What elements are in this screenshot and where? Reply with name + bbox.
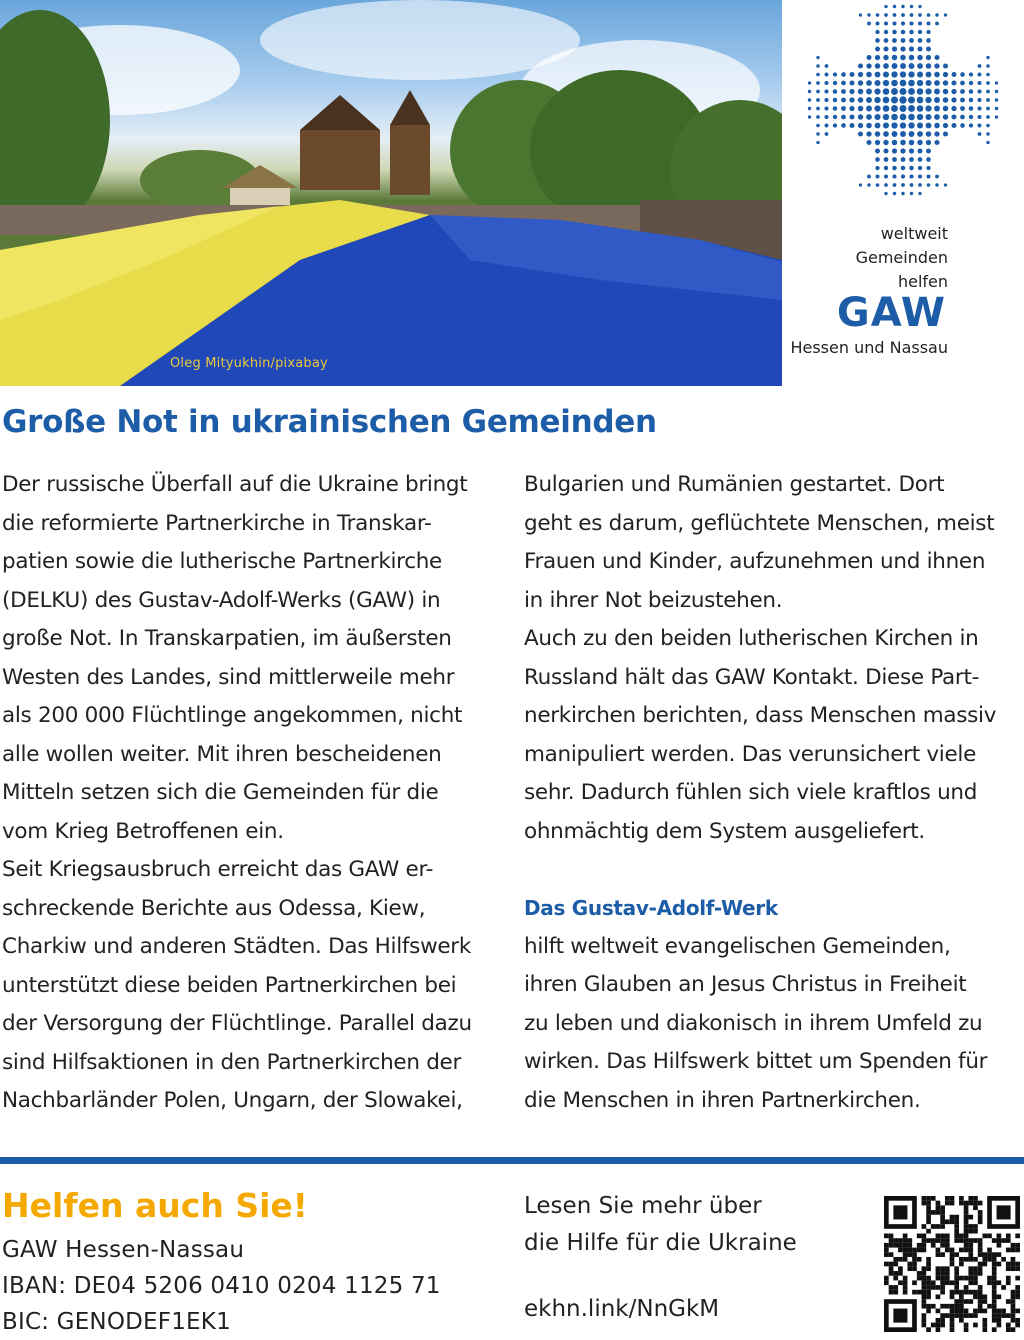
article-left-column bbox=[2, 466, 502, 1121]
left-line: patien sowie die lutherische Partnerkirche bbox=[2, 549, 442, 574]
logo-line-3: helfen bbox=[897, 272, 948, 291]
left-line: vom Krieg Betroffenen ein. bbox=[2, 818, 284, 844]
left-line: Der russische Überfall auf die Ukraine bringt bbox=[2, 472, 468, 497]
left-line: alle wollen weiter. Mit ihren bescheidenen bbox=[2, 741, 442, 767]
footer-divider bbox=[0, 1157, 1024, 1164]
read-more-line-2: die Hilfe für die Ukraine bbox=[524, 1230, 797, 1256]
gaw-dotted-cross-logo-icon bbox=[782, 0, 1024, 210]
sub-line: ihren Glauben an Jesus Christus in Freiheit bbox=[524, 972, 967, 997]
left-line: sind Hilfsaktionen in den Partnerkirchen der bbox=[2, 1049, 462, 1075]
article-right-column bbox=[524, 466, 1024, 1120]
bank-iban: IBAN: DE04 5206 0410 0204 1125 71 bbox=[2, 1273, 441, 1299]
bank-details bbox=[2, 1232, 441, 1340]
left-line: die reformierte Partnerkirche in Transkar- bbox=[2, 510, 432, 536]
article-title: Große Not in ukrainischen Gemeinden bbox=[2, 404, 657, 440]
right-line: Bulgarien und Rumänien gestartet. Dort bbox=[524, 472, 945, 497]
left-line: Mitteln setzen sich die Gemeinden für die bbox=[2, 780, 439, 805]
help-title: Helfen auch Sie! bbox=[2, 1186, 308, 1225]
logo-line-1: weltweit bbox=[880, 224, 948, 243]
left-line: Seit Kriegsausbruch erreicht das GAW er- bbox=[2, 857, 434, 882]
left-line: als 200 000 Flüchtlinge angekommen, nicht bbox=[2, 703, 463, 728]
gaw-logo bbox=[782, 0, 1024, 386]
left-line: Westen des Landes, sind mittlerweile mehr bbox=[2, 664, 455, 690]
left-line: große Not. In Transkarpatien, im äußersten bbox=[2, 626, 452, 651]
bank-bic: BIC: GENODEF1EK1 bbox=[2, 1309, 231, 1335]
sub-line: die Menschen in ihren Partnerkirchen. bbox=[524, 1087, 921, 1113]
right-line: Frauen und Kinder, aufzunehmen und ihnen bbox=[524, 549, 986, 574]
left-line: Charkiw und anderen Städten. Das Hilfswerk bbox=[2, 934, 471, 959]
right-line: geht es darum, geflüchtete Menschen, meist bbox=[524, 510, 995, 536]
hero-photo bbox=[0, 0, 782, 386]
left-line: (DELKU) des Gustav-Adolf-Werks (GAW) in bbox=[2, 587, 441, 613]
left-line: Nachbarländer Polen, Ungarn, der Slowakei, bbox=[2, 1088, 463, 1113]
right-line: Auch zu den beiden lutherischen Kirchen in bbox=[524, 626, 979, 651]
right-line: manipuliert werden. Das verunsichert viele bbox=[524, 741, 977, 767]
right-line: nerkirchen berichten, dass Menschen massiv bbox=[524, 703, 997, 728]
left-line: schreckende Berichte aus Odessa, Kiew, bbox=[2, 895, 426, 921]
right-line: ohnmächtig dem System ausgeliefert. bbox=[524, 818, 925, 844]
bank-org: GAW Hessen-Nassau bbox=[2, 1237, 245, 1263]
logo-region: Hessen und Nassau bbox=[790, 338, 948, 357]
article-subheading: Das Gustav-Adolf-Werk bbox=[524, 896, 778, 920]
read-more-line-1: Lesen Sie mehr über bbox=[524, 1193, 762, 1219]
left-line: unterstützt diese beiden Partnerkirchen bei bbox=[2, 972, 457, 998]
read-more-link[interactable]: ekhn.link/NnGkM bbox=[524, 1296, 720, 1322]
photo-credit: Oleg Mityukhin/pixabay bbox=[170, 356, 328, 371]
sub-line: hilft weltweit evangelischen Gemeinden, bbox=[524, 933, 951, 959]
logo-line-2: Gemeinden bbox=[855, 248, 948, 267]
right-line: in ihrer Not beizustehen. bbox=[524, 587, 783, 613]
sub-line: zu leben und diakonisch in ihrem Umfeld zu bbox=[524, 1010, 983, 1036]
left-line: der Versorgung der Flüchtlinge. Parallel dazu bbox=[2, 1011, 472, 1036]
ukraine-flag-photo-icon bbox=[0, 0, 782, 386]
read-more bbox=[524, 1188, 797, 1262]
right-line: sehr. Dadurch fühlen sich viele kraftlos und bbox=[524, 780, 978, 805]
right-line: Russland hält das GAW Kontakt. Diese Part- bbox=[524, 664, 980, 690]
sub-line: wirken. Das Hilfswerk bittet um Spenden für bbox=[524, 1049, 988, 1074]
qr-code-icon[interactable] bbox=[884, 1196, 1020, 1332]
logo-name: GAW bbox=[836, 290, 946, 336]
